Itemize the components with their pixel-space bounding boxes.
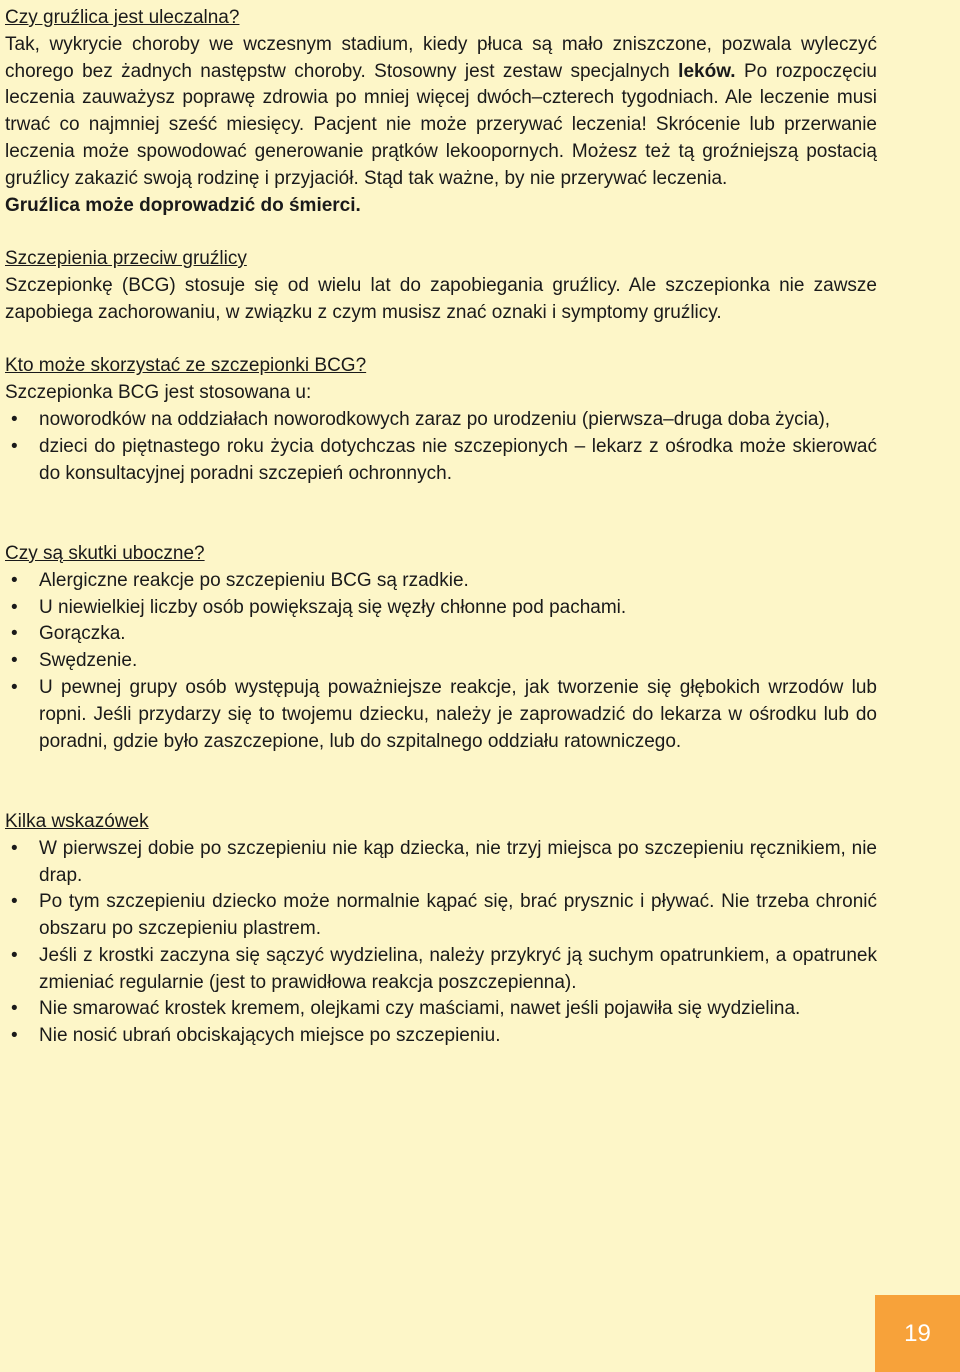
list-item: • noworodków na oddziałach noworodkowych zaraz po urodzeniu (pierwsza–druga doba życia),: [5, 407, 877, 434]
list-item: • Nie nosić ubrań obciskających miejsce po szczepieniu.: [5, 1023, 877, 1050]
list-item: • Jeśli z krostki zaczyna się sączyć wydzielina, należy przykryć ją suchym opatrunkiem, a opatrunek zmieniać regularnie (jest to prawidłowa reakcja poszczepienna).: [5, 943, 877, 997]
list-bcg-eligibility: [5, 407, 877, 487]
text-curable-b: Po rozpoczęciu leczenia zauważysz poprawę zdrowia po mniej więcej dwóch–czterech tygodniach. Ale leczenie musi trwać co najmniej sześć miesięcy. Pacjent nie może przerywać leczenia! Skrócenie lub przerwanie leczenia może spowodować generowanie prątków lekoopornych. Możesz też tą groźniejszą postacią gruźlicy zakazić swoją rodzinę i przyjaciół. Stąd tak ważne, by nie przerywać leczenia.: [5, 60, 877, 189]
heading-vaccination: Szczepienia przeciw gruźlicy: [5, 248, 247, 270]
page-number: 19: [904, 1319, 931, 1347]
warning-text: Gruźlica może doprowadzić do śmierci.: [5, 194, 361, 216]
list-item: • U niewielkiej liczby osób powiększają się węzły chłonne pod pachami.: [5, 595, 877, 622]
text-curable-a: Tak, wykrycie choroby we wczesnym stadium, kiedy płuca są mało zniszczone, pozwala wyleczyć chorego bez żadnych następstw choroby. Stosowny jest zestaw specjalnych: [5, 33, 877, 82]
list-item: • U pewnej grupy osób występują poważniejsze reakcje, jak tworzenie się głębokich wrzodów lub ropni. Jeśli przydarzy się to twojemu dziecku, należy je zaprowadzić do lekarza w ośrodku lub do poradni, gdzie było zaszczepione, lub do szpitalnego oddziału ratowniczego.: [5, 675, 877, 755]
list-tips: [5, 836, 877, 1050]
section-vaccination: [5, 246, 877, 326]
section-tips: [5, 809, 877, 1050]
intro-bcg-eligibility: Szczepionka BCG jest stosowana u:: [5, 382, 312, 404]
page-content: [5, 5, 877, 1077]
list-item: • W pierwszej dobie po szczepieniu nie kąp dziecka, nie trzyj miejsca po szczepieniu ręcznikiem, nie drap.: [5, 836, 877, 890]
section-bcg-eligibility: [5, 353, 877, 487]
heading-side-effects: Czy są skutki uboczne?: [5, 542, 205, 564]
paragraph-curable: [5, 32, 877, 193]
heading-tips: Kilka wskazówek: [5, 810, 149, 832]
list-side-effects: [5, 568, 877, 756]
list-item: • dzieci do piętnastego roku życia dotychczas nie szczepionych – lekarz z ośrodka może skierować do konsultacyjnej poradni szczepień ochronnych.: [5, 434, 877, 488]
paragraph-vaccination: Szczepionkę (BCG) stosuje się od wielu lat do zapobiegania gruźlicy. Ale szczepionka nie zawsze zapobiega zachorowaniu, w związku z czym musisz znać oznaki i symptomy gruźlicy.: [5, 274, 877, 323]
text-curable-bold: leków.: [678, 60, 736, 82]
list-item: • Gorączka.: [5, 621, 877, 648]
list-item: • Po tym szczepieniu dziecko może normalnie kąpać się, brać prysznic i pływać. Nie trzeba chronić obszaru po szczepieniu plastrem.: [5, 889, 877, 943]
heading-curable: Czy gruźlica jest uleczalna?: [5, 7, 240, 28]
list-item: • Alergiczne reakcje po szczepieniu BCG są rzadkie.: [5, 568, 877, 595]
section-curable: [5, 5, 877, 219]
section-side-effects: [5, 541, 877, 755]
heading-bcg-eligibility: Kto może skorzystać ze szczepionki BCG?: [5, 355, 367, 377]
list-item: • Nie smarować krostek kremem, olejkami czy maściami, nawet jeśli pojawiła się wydzielina.: [5, 996, 877, 1023]
list-item: • Swędzenie.: [5, 648, 877, 675]
page-number-badge: [875, 1295, 960, 1372]
